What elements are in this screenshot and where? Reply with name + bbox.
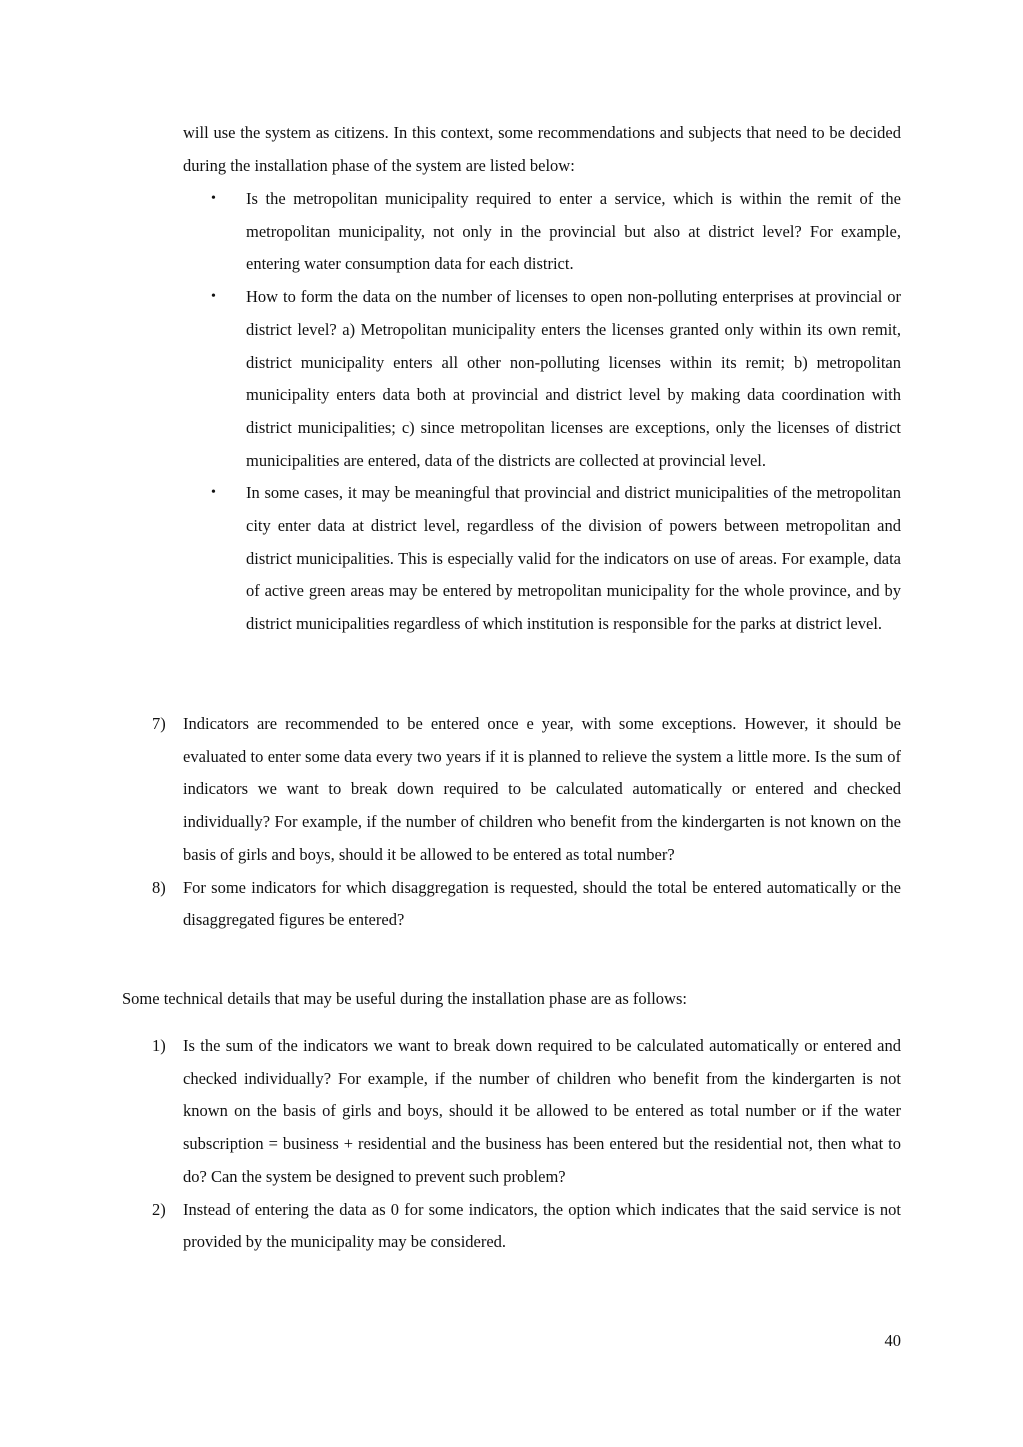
bullet-text: Is the metropolitan municipality required to enter a service, which is within the remit of the metropolitan municipality, not only in the provincial but also at district level? For example, entering water consumption data for each district.: [246, 189, 901, 274]
bullet-icon: •: [211, 191, 216, 206]
item-text: Is the sum of the indicators we want to break down required to be calculated automatically or entered and checked individually? For example, if the number of children who benefit from the kindergarten is not known on the basis of girls and boys, should it be allowed to be entered as total number or if the water subscription = business + residential and the business has been entered but the residential not, then what to do? Can the system be designed to prevent such problem?: [183, 1036, 901, 1186]
numbered-item: [152, 708, 901, 872]
intro-paragraph: will use the system as citizens. In this context, some recommendations and subjects that need to be decided during the installation phase of the system are listed below:: [183, 123, 901, 175]
recommendation-numbered-list: [152, 708, 901, 937]
item-text: For some indicators for which disaggregation is requested, should the total be entered automatically or the disaggregated figures be entered?: [183, 877, 901, 930]
technical-numbered-list: [152, 1030, 901, 1259]
item-number: 1): [152, 1036, 166, 1055]
page-number: 40: [884, 1331, 901, 1350]
bullet-icon: •: [211, 289, 216, 305]
bullet-item: [183, 281, 901, 477]
bullet-icon: •: [211, 485, 216, 501]
technical-intro-paragraph: Some technical details that may be useful during the installation phase are as follows:: [122, 989, 687, 1008]
numbered-item: [152, 872, 901, 937]
item-number: 7): [152, 714, 166, 733]
item-number: 8): [152, 877, 166, 897]
numbered-item: [152, 1194, 901, 1259]
bullet-text: How to form the data on the number of licenses to open non-polluting enterprises at provincial or district level? a) Metropolitan municipality enters the licenses granted only within its own remit, district municipality enters all other non-polluting licenses within its remit; b) metropolitan municipality enters data both at provincial and district level by making data coordination with district municipalities; c) since metropolitan licenses are exceptions, only the licenses of district municipalities are entered, data of the districts are collected at provincial level.: [246, 287, 901, 470]
recommendation-bullet-list: [183, 183, 901, 641]
bullet-item: [183, 183, 901, 281]
numbered-item: [152, 1030, 901, 1194]
item-text: Instead of entering the data as 0 for some indicators, the option which indicates that the said service is not provided by the municipality may be considered.: [183, 1199, 901, 1252]
item-text: Indicators are recommended to be entered once e year, with some exceptions. However, it should be evaluated to enter some data every two years if it is planned to relieve the system a little more. Is the sum of indicators we want to break down required to be calculated automatically or entered and checked individually? For example, if the number of children who benefit from the kindergarten is not known on the basis of girls and boys, should it be allowed to be entered as total number?: [183, 714, 901, 864]
bullet-item: [183, 477, 901, 641]
bullet-text: In some cases, it may be meaningful that provincial and district municipalities of the metropolitan city enter data at district level, regardless of the division of powers between metropolitan and district municipalities. This is especially valid for the indicators on use of areas. For example, data of active green areas may be entered by metropolitan municipality for the whole province, and by district municipalities regardless of which institution is responsible for the parks at district level.: [246, 483, 901, 634]
item-number: 2): [152, 1199, 166, 1219]
